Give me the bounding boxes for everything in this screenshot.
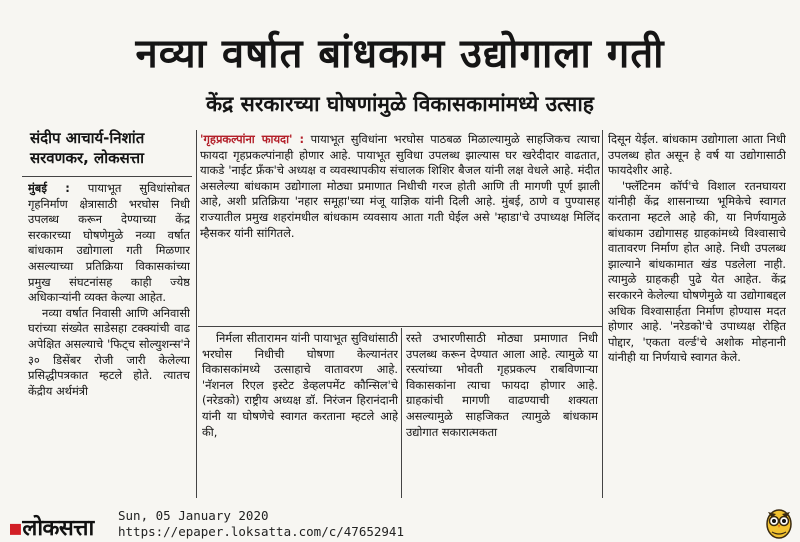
col1-para-1-text: पायाभूत सुविधांसोबत गृहनिर्माण क्षेत्रासाठी भरघोस निधी उपलब्ध करून देण्याच्या केंद्र सरकारच्या घोषणेमुळे नव्या वर्षात बांधकाम उद्योगाला गती मिळणार असल्याच्या प्रतिक्रिया विकासकांच्या प्रमुख संघटनांसह काही ज्येष्ठ अधिकाऱ्यांनी व्यक्त केल्या आहेत. (28, 181, 190, 305)
dateline: मुंबई : (28, 181, 70, 195)
box-text (200, 132, 600, 241)
headline: नव्या वर्षात बांधकाम उद्योगाला गती (135, 31, 665, 77)
byline-divider (22, 176, 192, 177)
box-body: पायाभूत सुविधांना भरघोस पाठबळ मिळाल्यामुळे साहजिकच त्याचा फायदा गृहप्रकल्पांनाही होणार आहे. पायाभूत सुविधा उपलब्ध झाल्यास घर खरेदीदार वाढतात, याकडे 'नाईट फ्रँक'चे अध्यक्ष व व्यवस्थापकीय संचालक शिशिर बैजल यांनी लक्ष वेधले आहे. मंदीत असलेल्या बांधकाम उद्योगाला मोठ्या प्रमाणात निधीची गरज होती आणि ती मागणी पूर्ण झाली आहे, अशी प्रतिक्रिया 'नहार समूहा'च्या मंजू याज्ञिक यांनी दिली आहे. मुंबई, ठाणे व पुण्यासह राज्यातील प्रमुख शहरांमधील बांधकाम व्यवसाय आता गती घेईल असे 'म्हाडा'चे उपाध्यक्ष मिलिंद म्हैसकर यांनी सांगितले. (200, 132, 600, 240)
column-divider-1 (196, 130, 197, 498)
col4-para-2: 'फ्लॅटिनम कॉर्प'चे विशाल रतनघायरा यांनीही केंद्र शासनाच्या भूमिकेचे स्वागत करताना म्हटले आहे की, या निर्णयामुळे बांधकाम उद्योगासह ग्राहकांमध्ये विश्वासाचे वातावरण निर्माण होत आहे. निधी उपलब्ध झाल्याने बांधकामात खंड पडलेला नाही. त्यामुळे ग्राहकही पुढे येत आहेत. केंद्र सरकारने केलेल्या घोषणेमुळे या उद्योगाबद्दल अधिक विश्वासार्हता निर्माण होण्यास मदत होणार आहे. 'नरेडको'चे उपाध्यक्ष रोहित पोद्दार, 'एकता वर्ल्ड'चे अशोक मोहनानी यांनीही या निर्णयाचे स्वागत केले. (608, 178, 786, 365)
loksatta-logo[interactable] (8, 512, 94, 542)
column-divider-3 (602, 130, 603, 498)
article-column-1 (28, 181, 190, 499)
article-column-4 (608, 132, 786, 498)
col1-para-1 (28, 181, 190, 306)
box-bottom-rule (198, 326, 602, 327)
logo-text: लोकसत्ता (22, 516, 94, 541)
footer-url[interactable]: https://epaper.loksatta.com/c/47652941 (118, 524, 404, 539)
highlight-box (200, 132, 600, 325)
byline-line2: सरवणकर, लोकसत्ता (30, 149, 145, 167)
col3-para-1: रस्ते उभारणीसाठी मोठ्या प्रमाणात निधी उपलब्ध करून देण्यात आला आहे. त्यामुळे या रस्त्यांच्या भोवती गृहप्रकल्प राबविणाऱ्या विकासकांना त्याचा फायदा होणार आहे. ग्राहकांची मागणी वाढण्याची शक्यता असल्यामुळे साहजिकत त्यामुळे बांधकाम उद्योगात सकारात्मकता (406, 331, 598, 439)
col4-para-1: दिसून येईल. बांधकाम उद्योगाला आता निधी उपलब्ध होत असून हे वर्ष या उद्योगासाठी फायदेशीर आहे. (608, 132, 786, 178)
column-divider-2 (401, 328, 402, 498)
col1-para-2: नव्या वर्षात निवासी आणि अनिवासी घरांच्या संख्येत साडेसहा टक्क्यांची वाढ अपेक्षित असल्याचे 'फिट्च सोल्युशन्स'ने ३० डिसेंबर रोजी जारी केलेल्या प्रसिद्धीपत्रकात म्हटले होते. त्यातच केंद्रीय अर्थमंत्री (28, 305, 190, 398)
byline (30, 128, 144, 168)
col2-para-1: निर्मला सीतारामन यांनी पायाभूत सुविधांसाठी भरघोस निधीची घोषणा केल्यानंतर विकासकांमध्ये उत्साहाचे वातावरण आहे. 'नॅशनल रिएल इस्टेट डेव्हलपमेंट कौन्सिल'चे (नरेडको) राष्ट्रीय अध्यक्ष डॉ. निरंजन हिरानंदानी यांनी या घोषणेचे स्वागत करताना म्हटले आहे की, (202, 331, 398, 439)
article-column-3 (406, 331, 598, 499)
footer (0, 500, 800, 542)
subheadline: केंद्र सरकारच्या घोषणांमुळे विकासकामांमध्ये उत्साह (206, 92, 594, 116)
logo-mark: ▪ (8, 516, 23, 541)
byline-line1: संदीप आचार्य-निशांत (30, 129, 145, 147)
article-column-2 (202, 331, 398, 499)
owl-icon (764, 502, 794, 540)
box-highlight: 'गृहप्रकल्पांना फायदा' : (200, 132, 305, 146)
footer-date: Sun, 05 January 2020 (118, 508, 269, 523)
